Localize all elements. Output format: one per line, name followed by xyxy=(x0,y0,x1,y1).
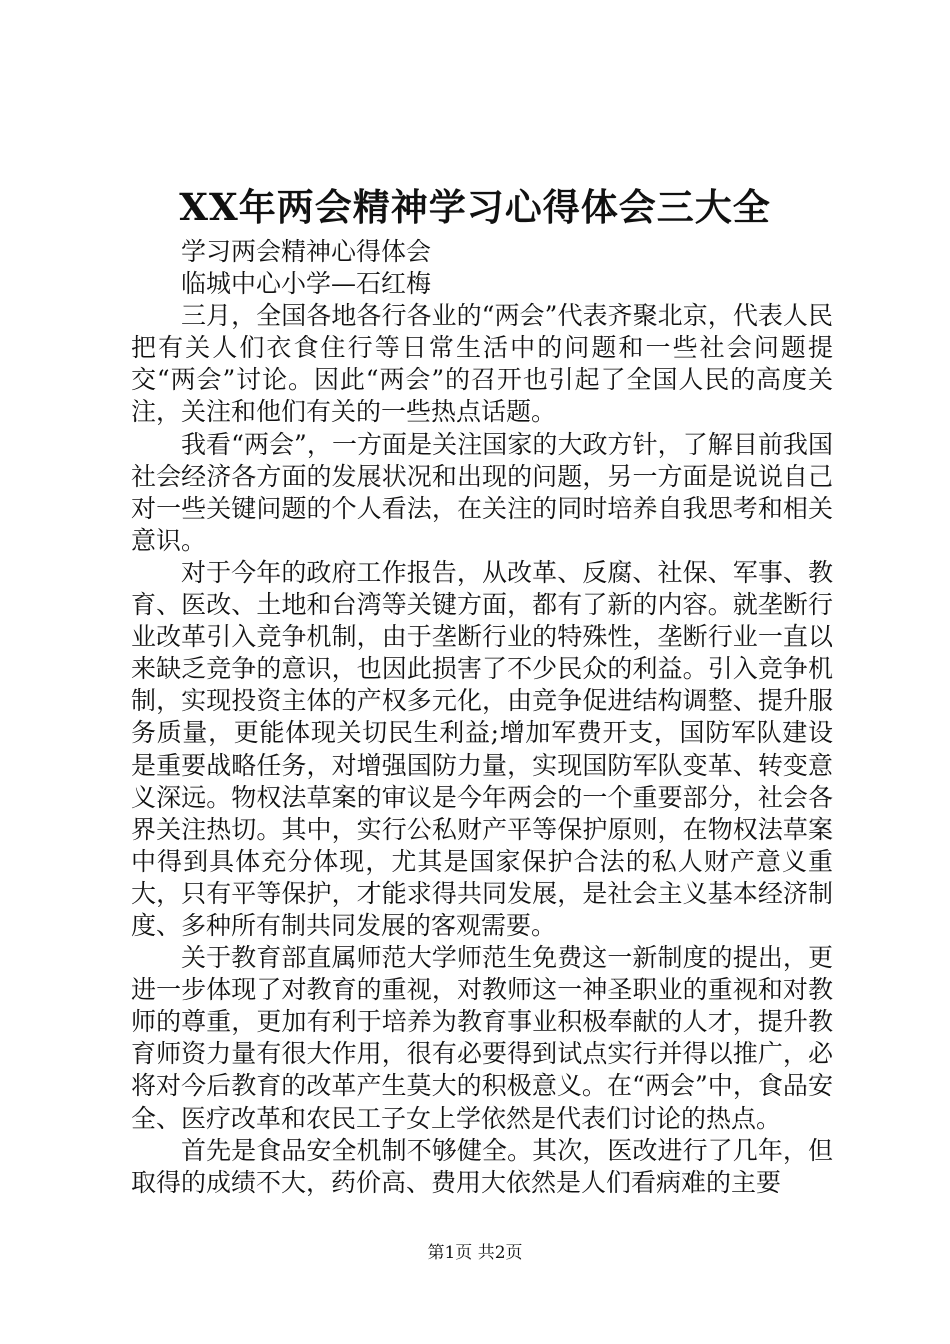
paragraph: 我看“两会”，一方面是关注国家的大政方针，了解目前我国社会经济各方面的发展状况和出现的问题，另一方面是说说自己对一些关键问题的个人看法，在关注的同时培养自我思考和相关意识。 xyxy=(131,429,833,555)
page-footer: 第1页 共2页 xyxy=(427,1243,523,1263)
document-title: XX年两会精神学习心得体会三大全 xyxy=(179,185,771,229)
document-body xyxy=(131,236,833,1199)
paragraph: 首先是食品安全机制不够健全。其次，医改进行了几年，但取得的成绩不大，药价高、费用大依然是人们看病难的主要 xyxy=(131,1135,833,1197)
subtitle-line: 学习两会精神心得体会 xyxy=(181,237,432,266)
author-line: 临城中心小学—石红梅 xyxy=(181,269,432,299)
paragraph: 关于教育部直属师范大学师范生免费这一新制度的提出，更进一步体现了对教育的重视，对教师这一神圣职业的重视和对教师的尊重，更加有利于培养为教育事业积极奉献的人才，提升教育师资力量有很大作用，很有必要得到试点实行并得以推广，必将对今后教育的改革产生莫大的积极意义。在“两会”中，食品安全、医疗改革和农民工子女上学依然是代表们讨论的热点。 xyxy=(131,943,833,1133)
paragraph: 对于今年的政府工作报告，从改革、反腐、社保、军事、教育、医改、土地和台湾等关键方面，都有了新的内容。就垄断行业改革引入竞争机制，由于垄断行业的特殊性，垄断行业一直以来缺乏竞争的意识，也因此损害了不少民众的利益。引入竞争机制，实现投资主体的产权多元化，由竞争促进结构调整、提升服务质量，更能体现关切民生利益;增加军费开支，国防军队建设是重要战略任务，对增强国防力量，实现国防军队变革、转变意义深远。物权法草案的审议是今年两会的一个重要部分，社会各界关注热切。其中，实行公私财产平等保护原则，在物权法草案中得到具体充分体现，尤其是国家保护合法的私人财产意义重大，只有平等保护，才能求得共同发展，是社会主义基本经济制度、多种所有制共同发展的客观需要。 xyxy=(131,557,833,940)
paragraph: 三月，全国各地各行各业的“两会”代表齐聚北京，代表人民把有关人们衣食住行等日常生活中的问题和一些社会问题提交“两会”讨论。因此“两会”的召开也引起了全国人民的高度关注，关注和他们有关的一些热点话题。 xyxy=(131,301,833,427)
